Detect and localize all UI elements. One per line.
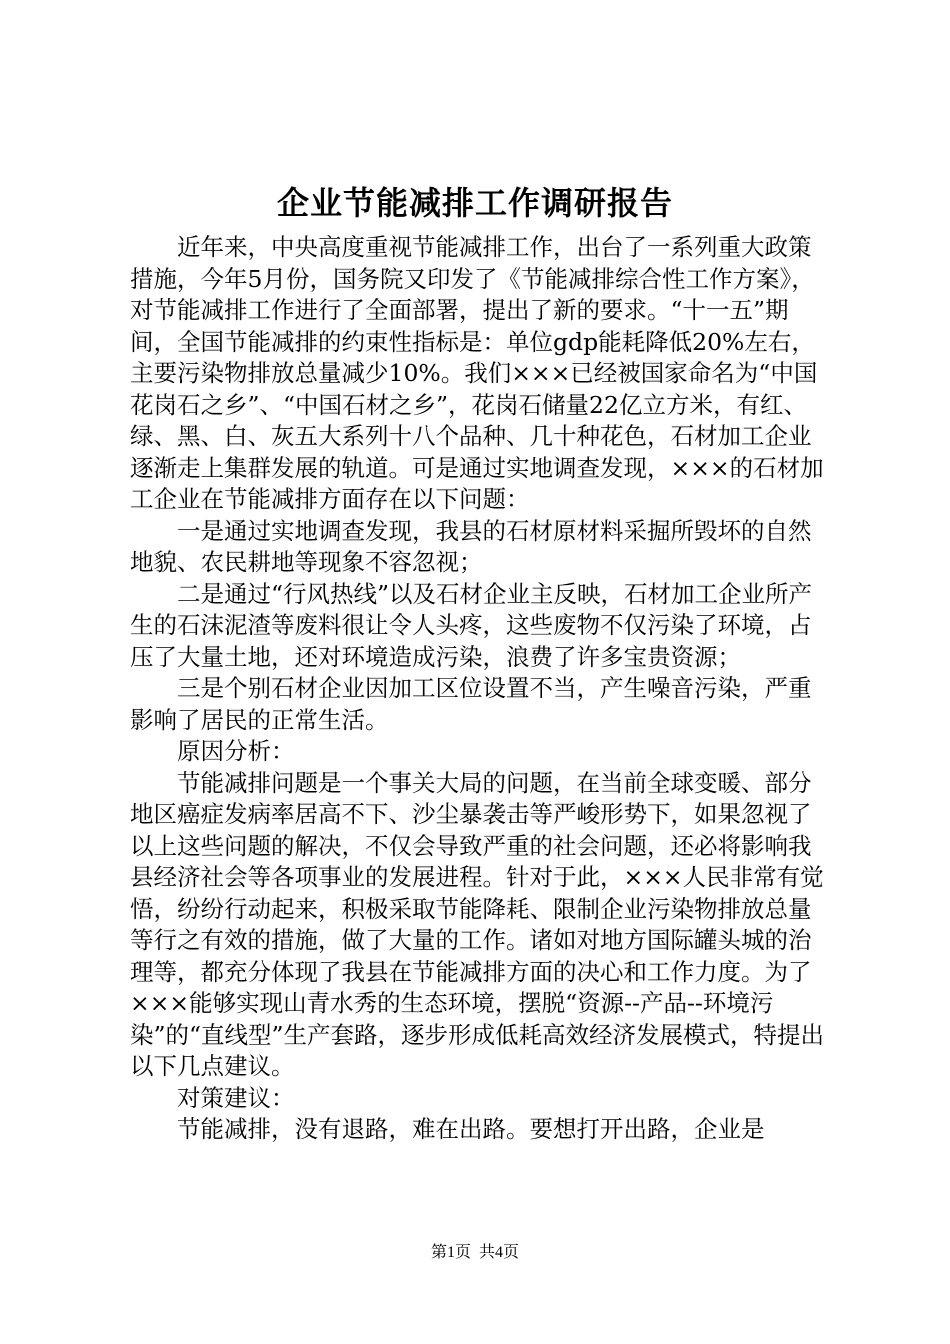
page-total: 共4页 [479, 1244, 520, 1261]
paragraph-problem-3: 三是个别石材企业因加工区位设置不当，产生噪音污染，严重影响了居民的正常生活。 [130, 674, 812, 734]
heading-suggestions: 对策建议： [177, 1083, 295, 1112]
paragraph-problem-1: 一是通过实地调查发现，我县的石材原材料采掘所毁坏的自然地貌、农民耕地等现象不容忽视； [130, 516, 812, 576]
page-number: 第1页 [430, 1244, 471, 1261]
paragraph-problem-2: 二是通过“行风热线”以及石材企业主反映，石材加工企业所产生的石沫泥渣等废料很让令人头疼，这些废物不仅污染了环境，占压了大量土地，还对环境造成污染，浪费了许多宝贵资源； [130, 579, 813, 671]
paragraph-cause-analysis: 节能减排问题是一个事关大局的问题，在当前全球变暖、部分地区癌症发病率居高不下、沙尘暴袭击等严峻形势下，如果忽视了以上这些问题的解决，不仅会导致严重的社会问题，还必将影响我县经济社会等各项事业的发展进程。针对于此，×××人民非常有觉悟，纷纷行动起来，积极采取节能降耗、限制企业污染物排放总量等行之有效的措施，做了大量的工作。诸如对地方国际罐头城的治理等，都充分体现了我县在节能减排方面的决心和工作力度。为了×××能够实现山青水秀的生态环境，摆脱“资源--产品--环境污染”的“直线型”生产套路，逐步形成低耗高效经济发展模式，特提出以下几点建议。 [130, 768, 825, 1080]
page-footer [0, 1243, 950, 1263]
document-body [130, 232, 830, 1146]
paragraph-suggestions: 节能减排，没有退路，难在出路。要想打开出路，企业是 [177, 1115, 765, 1143]
paragraph-intro: 近年来，中央高度重视节能减排工作，出台了一系列重大政策措施，今年5月份，国务院又印发了《节能减排综合性工作方案》，对节能减排工作进行了全面部署，提出了新的要求。“十一五”期间，全国节能减排的约束性指标是：单位gdp能耗降低20%左右，主要污染物排放总量减少10%。我们×××已经被国家命名为“中国花岗石之乡”、“中国石材之乡”，花岗石储量22亿立方米，有红、绿、黑、白、灰五大系列十八个品种、几十种花色，石材加工企业逐渐走上集群发展的轨道。可是通过实地调查发现，×××的石材加工企业在节能减排方面存在以下问题： [130, 233, 824, 513]
heading-cause-analysis: 原因分析： [177, 737, 295, 765]
document-title: 企业节能减排工作调研报告 [276, 184, 673, 222]
